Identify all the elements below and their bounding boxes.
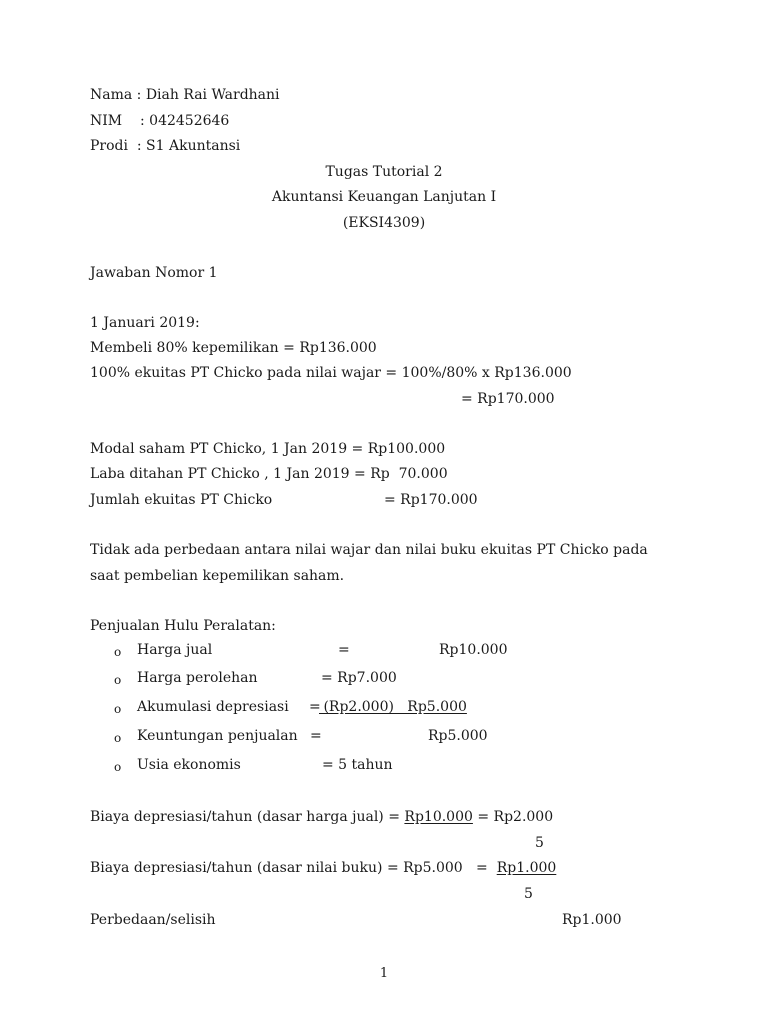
fair-value-equity: 100% ekuitas PT Chicko pada nilai wajar = 100%/80% x Rp136.000	[90, 365, 572, 381]
item-equals: =	[338, 642, 350, 658]
item-label: Keuntungan penjualan	[137, 728, 298, 744]
item-equals: =	[309, 699, 321, 715]
depreciation-denominator: 5	[524, 886, 533, 902]
program-study: Prodi : S1 Akuntansi	[90, 138, 241, 154]
item-equals: = 5 tahun	[322, 757, 393, 773]
difference-value: Rp1.000	[562, 912, 622, 928]
note-line-1: Tidak ada perbedaan antara nilai wajar dan nilai buku ekuitas PT Chicko pada	[90, 542, 648, 558]
item-label: Akumulasi depresiasi	[137, 699, 289, 715]
retained-earnings: Laba ditahan PT Chicko , 1 Jan 2019 = Rp 70.000	[90, 466, 448, 482]
bullet-icon: o	[114, 673, 122, 687]
depreciation-numerator: Rp1.000	[496, 860, 557, 876]
item-value: Rp10.000	[439, 642, 508, 658]
course-title: Akuntansi Keuangan Lanjutan I	[271, 189, 497, 205]
depreciation-denominator: 5	[535, 835, 544, 851]
difference-label: Perbedaan/selisih	[90, 912, 216, 928]
item-label: Usia ekonomis	[137, 757, 241, 773]
total-equity-value: = Rp170.000	[384, 492, 478, 508]
depreciation-result: = Rp2.000	[472, 809, 554, 825]
assignment-title: Tugas Tutorial 2	[325, 164, 443, 180]
section-heading: Jawaban Nomor 1	[90, 265, 218, 281]
item-equals: =	[310, 728, 322, 744]
depreciation-prefix: Biaya depresiasi/tahun (dasar harga jual) =	[90, 809, 405, 825]
item-value: Rp5.000	[428, 728, 488, 744]
sale-heading: Penjualan Hulu Peralatan:	[90, 618, 276, 634]
acquisition-date: 1 Januari 2019:	[90, 315, 200, 331]
bullet-icon: o	[114, 702, 122, 716]
bullet-icon: o	[114, 760, 122, 774]
depreciation-selling-price	[90, 808, 553, 826]
student-name: Nama : Diah Rai Wardhani	[90, 87, 280, 103]
course-code: (EKSI4309)	[342, 215, 426, 231]
note-line-2: saat pembelian kepemilikan saham.	[90, 568, 345, 584]
depreciation-prefix: Biaya depresiasi/tahun (dasar nilai buku) = Rp5.000 =	[90, 860, 497, 876]
bullet-icon: o	[114, 731, 122, 745]
nim-value: : 042452646	[140, 113, 230, 129]
total-equity-label: Jumlah ekuitas PT Chicko	[90, 492, 273, 508]
item-equals: = Rp7.000	[321, 670, 397, 686]
nim-label: NIM	[90, 113, 123, 129]
depreciation-numerator: Rp10.000	[404, 809, 473, 825]
depreciation-book-value	[90, 859, 556, 877]
bullet-icon: o	[114, 645, 122, 659]
page-number: 1	[379, 966, 389, 981]
share-capital: Modal saham PT Chicko, 1 Jan 2019 = Rp100.000	[90, 441, 446, 457]
item-label: Harga perolehan	[137, 670, 258, 686]
item-value: (Rp2.000) Rp5.000	[319, 699, 467, 715]
acquisition-purchase: Membeli 80% kepemilikan = Rp136.000	[90, 340, 377, 356]
fair-value-result: = Rp170.000	[461, 391, 555, 407]
item-label: Harga jual	[137, 642, 213, 658]
